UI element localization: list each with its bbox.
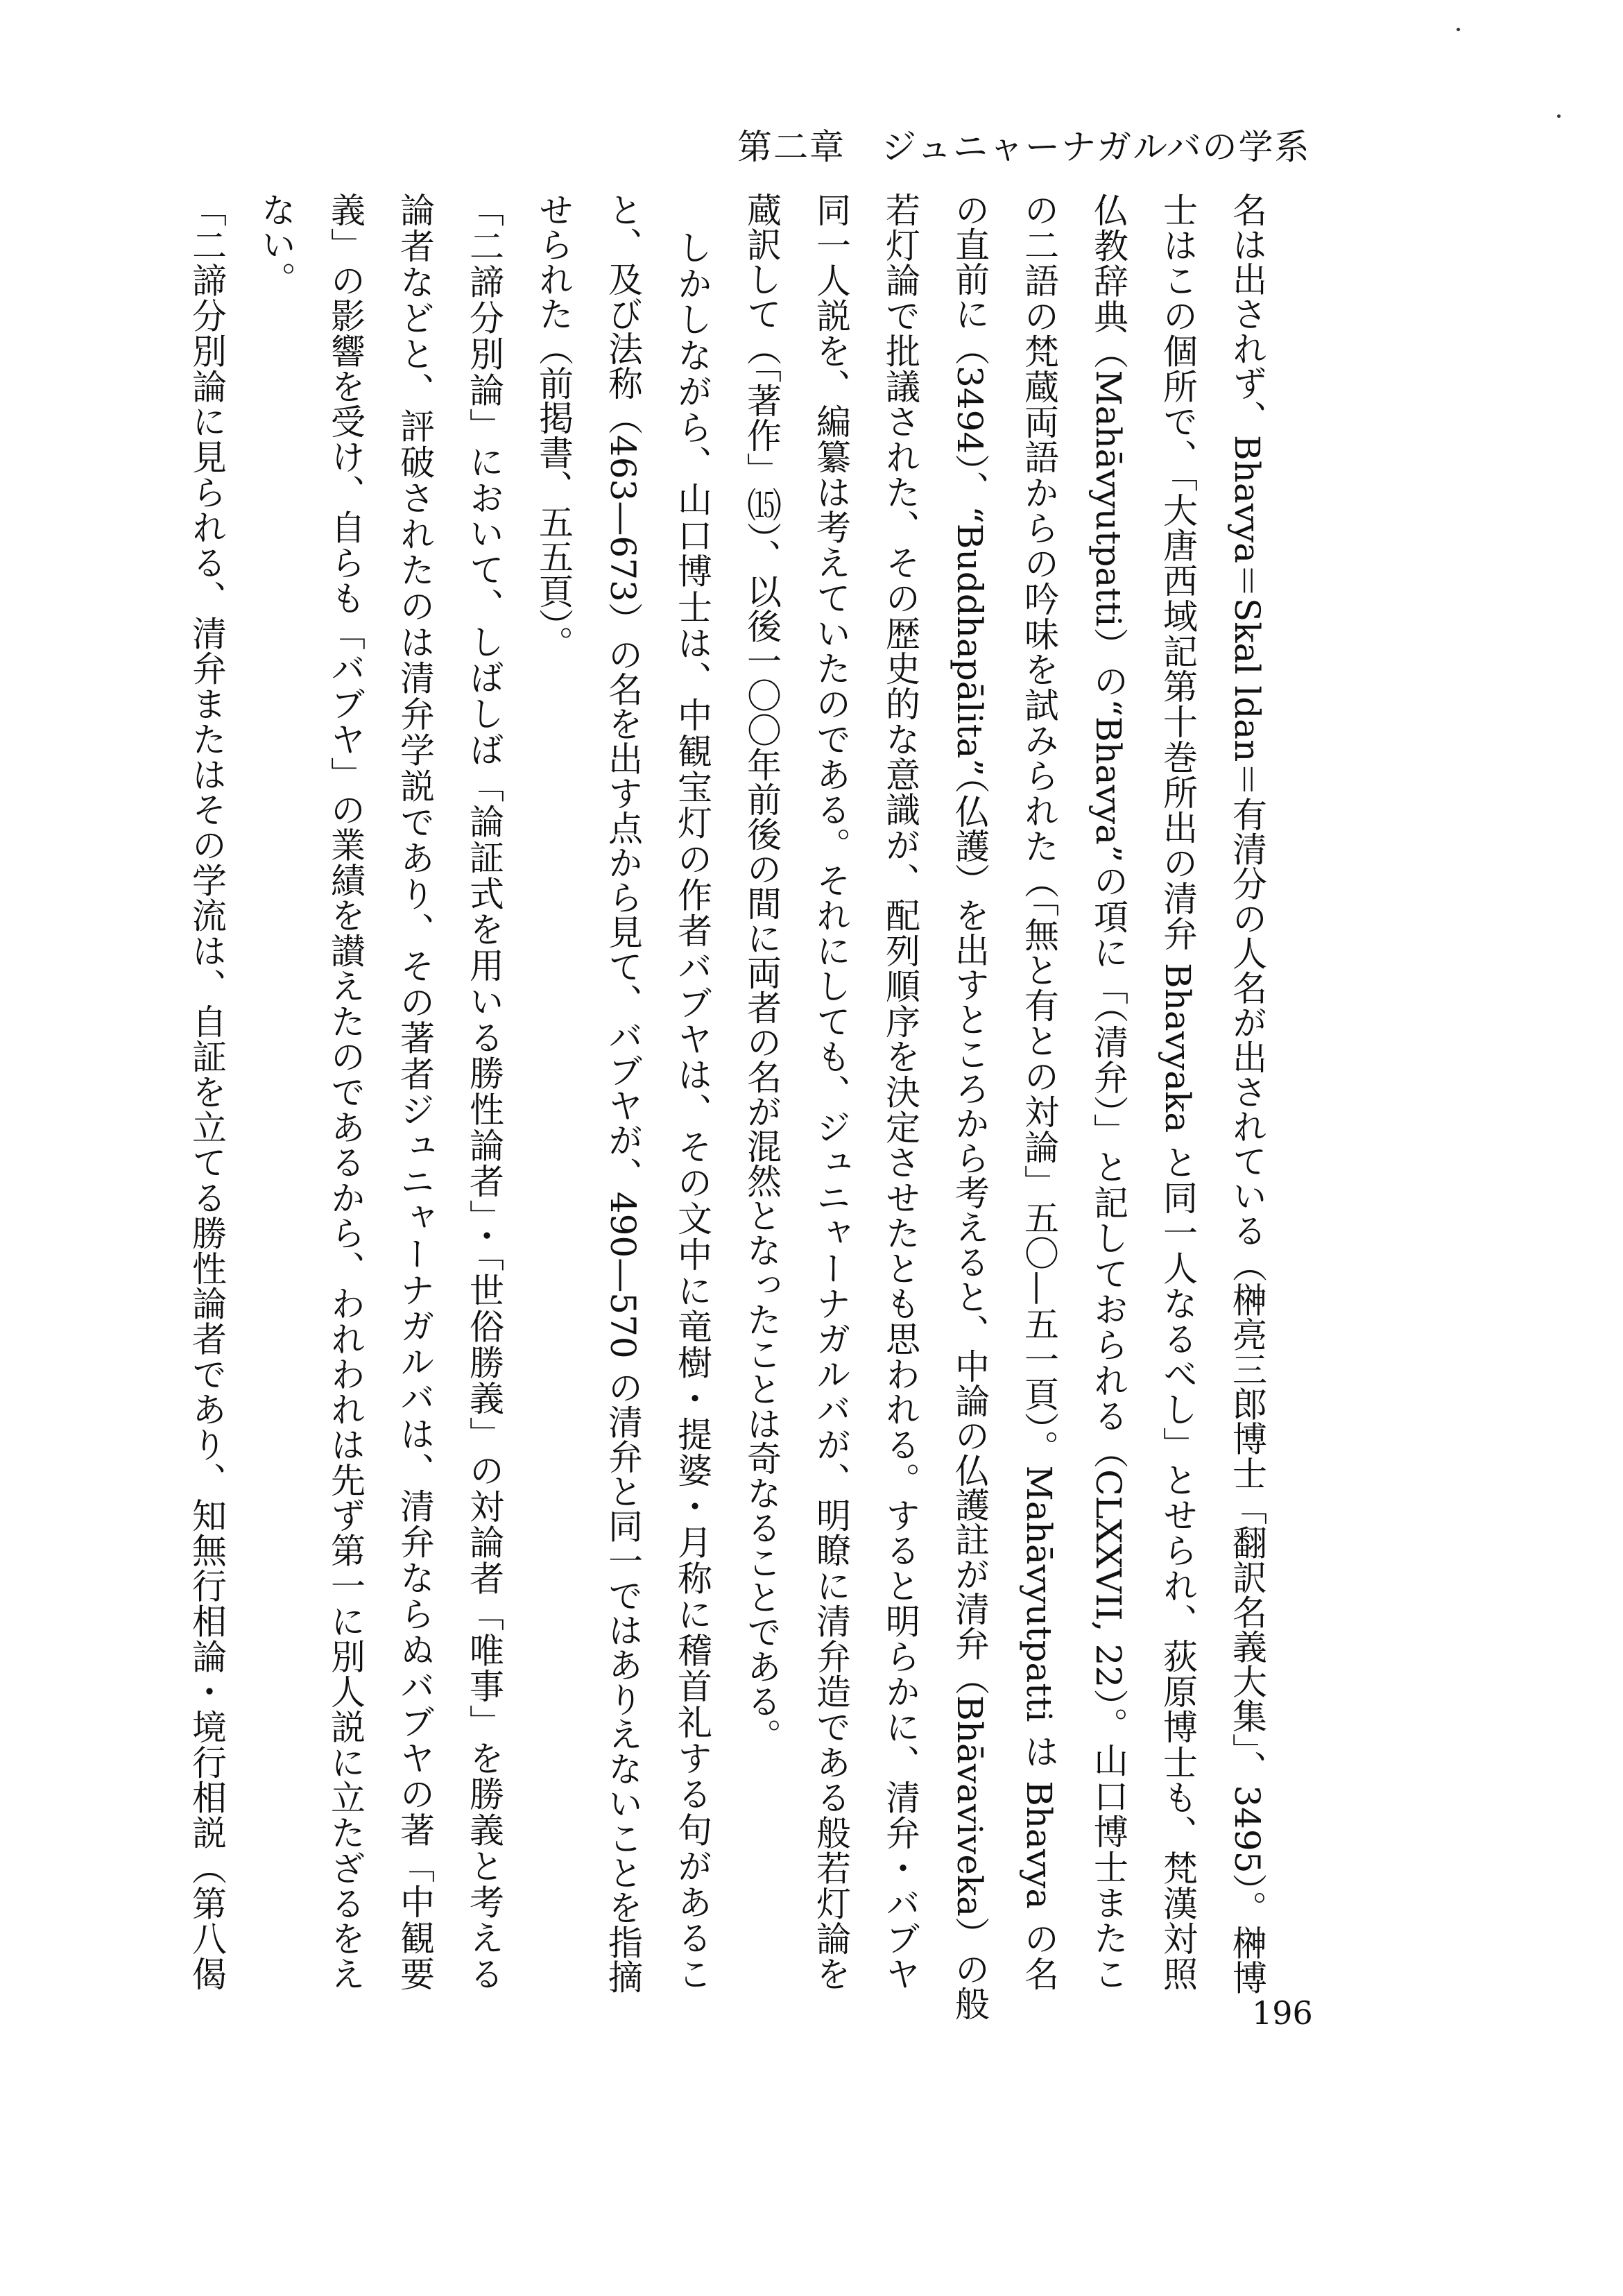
- page-number: 196: [1252, 1994, 1313, 2032]
- text-column: せられた（前掲書、五五頁）。: [533, 192, 574, 660]
- scan-speck: [1557, 114, 1561, 118]
- text-column: ない。: [256, 192, 296, 296]
- text-column: の二語の梵蔵両語からの吟味を試みられた（「無と有との対論」五〇—五一頁）。Mahāvyutpatti は Bhavya の名: [1019, 192, 1059, 1991]
- text-column: 名は出されず、Bhavya＝Skal ldan＝有清分の人名が出されている（榊亮三郎博士「翻訳名義大集」、3495）。榊博: [1227, 192, 1267, 1995]
- text-column: 蔵訳して（「著作」⒂）、以後一〇〇年前後の間に両者の名が混然となったことは奇なることである。: [741, 192, 782, 1753]
- running-header-chapter-title: 第二章 ジュニャーナガルバの学系: [737, 127, 1311, 167]
- text-column: 論者などと、評破されたのは清弁学説であり、その著者ジュニャーナガルバは、清弁ならぬバブヤの著「中観要: [395, 192, 435, 1991]
- text-column: 義」の影響を受け、自らも「バブヤ」の業績を讃えたのであるから、われわれは先ず第一に別人説に立たざるをえ: [325, 192, 366, 1991]
- text-column: 士はこの個所で、「大唐西域記第十巻所出の清弁 Bhavyaka と同一人なるべし」とせられ、荻原博士も、梵漢対照: [1158, 192, 1198, 1991]
- text-column: 若灯論で批議された、その歴史的な意識が、配列順序を決定させたとも思われる。すると明らかに、清弁・バブヤ: [880, 192, 920, 1991]
- text-column: 「二諦分別論」において、しばしば「論証式を用いる勝性論者」・「世俗勝義」の対論者「唯事」を勝義と考える: [464, 192, 504, 1991]
- text-column: と、及び法称（463—673）の名を出す点から見て、バブヤが、490—570 の清弁と同一ではありえないことを指摘: [603, 192, 643, 1994]
- text-column: の直前に（3494）、“Buddhapālita”（仏護）を出すところから考えると、中論の仏護註が清弁（Bhāvaviveka）の般: [950, 192, 990, 2021]
- text-column: しかしながら、山口博士は、中観宝灯の作者バブヤは、その文中に竜樹・提婆・月称に稽首礼する句があるこ: [672, 230, 712, 1991]
- text-column: 仏教辞典（Mahāvyutpatti）の“Bhavya”の項に「（清弁）」と記しておられる（CLXXVII, 22）。山口博士またこ: [1088, 192, 1128, 1991]
- scan-speck: [1457, 28, 1460, 31]
- text-column: 「二諦分別論に見られる、清弁またはその学流は、自証を立てる勝性論者であり、知無行相論・境行相説（第八偈: [187, 192, 227, 1991]
- text-column: 同一人説を、編纂は考えていたのである。それにしても、ジュニャーナガルバが、明瞭に清弁造である般若灯論を: [811, 192, 851, 1991]
